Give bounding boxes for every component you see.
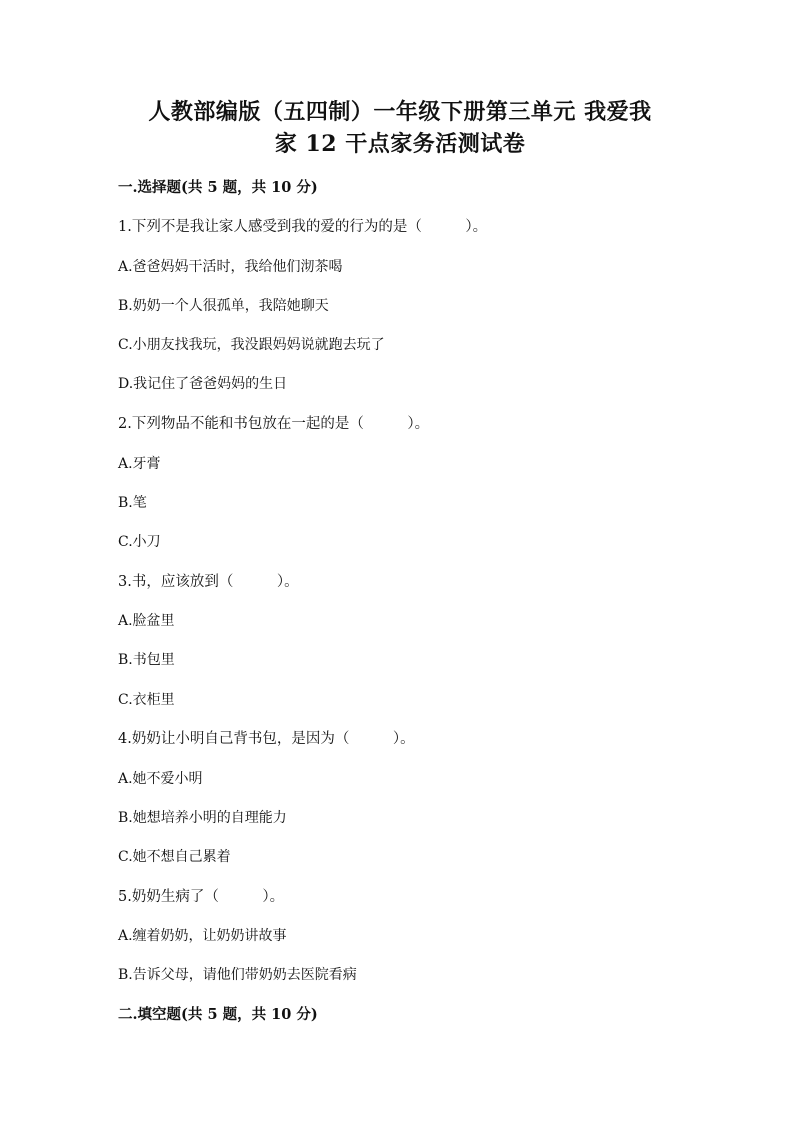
question-3-stem: 3.书，应该放到（ ）。 (118, 574, 299, 590)
question-4-stem: 4.奶奶让小明自己背书包，是因为（ ）。 (118, 731, 415, 747)
question-5-stem: 5.奶奶生病了（ ）。 (118, 889, 285, 905)
document-title-line-2: 家 12 干点家务活测试卷 (274, 131, 526, 157)
question-3-option-b: B.书包里 (118, 652, 175, 668)
question-4-option-c: C.她不想自己累着 (118, 849, 231, 865)
question-3-option-c: C.衣柜里 (118, 692, 175, 708)
question-1-option-a: A.爸爸妈妈干活时，我给他们沏茶喝 (118, 259, 343, 275)
question-2-option-a: A.牙膏 (118, 456, 161, 472)
question-4-option-b: B.她想培养小明的自理能力 (118, 810, 287, 826)
section-heading-choice: 一.选择题(共 5 题，共 10 分) (118, 179, 318, 196)
document-title-line-1: 人教部编版（五四制）一年级下册第三单元 我爱我 (148, 99, 652, 125)
question-1-option-b: B.奶奶一个人很孤单，我陪她聊天 (118, 298, 329, 314)
question-1-option-c: C.小朋友找我玩，我没跟妈妈说就跑去玩了 (118, 337, 385, 353)
question-4-option-a: A.她不爱小明 (118, 771, 203, 787)
question-5-option-a: A.缠着奶奶，让奶奶讲故事 (118, 928, 287, 944)
question-5-option-b: B.告诉父母，请他们带奶奶去医院看病 (118, 967, 357, 983)
question-3-option-a: A.脸盆里 (118, 613, 175, 629)
question-2-stem: 2.下列物品不能和书包放在一起的是（ ）。 (118, 416, 430, 432)
question-2-option-b: B.笔 (118, 495, 147, 511)
question-1-option-d: D.我记住了爸爸妈妈的生日 (118, 376, 288, 392)
section-heading-fill-blank: 二.填空题(共 5 题，共 10 分) (118, 1006, 318, 1023)
question-1-stem: 1.下列不是我让家人感受到我的爱的行为的是（ ）。 (118, 219, 488, 235)
question-2-option-c: C.小刀 (118, 534, 161, 550)
